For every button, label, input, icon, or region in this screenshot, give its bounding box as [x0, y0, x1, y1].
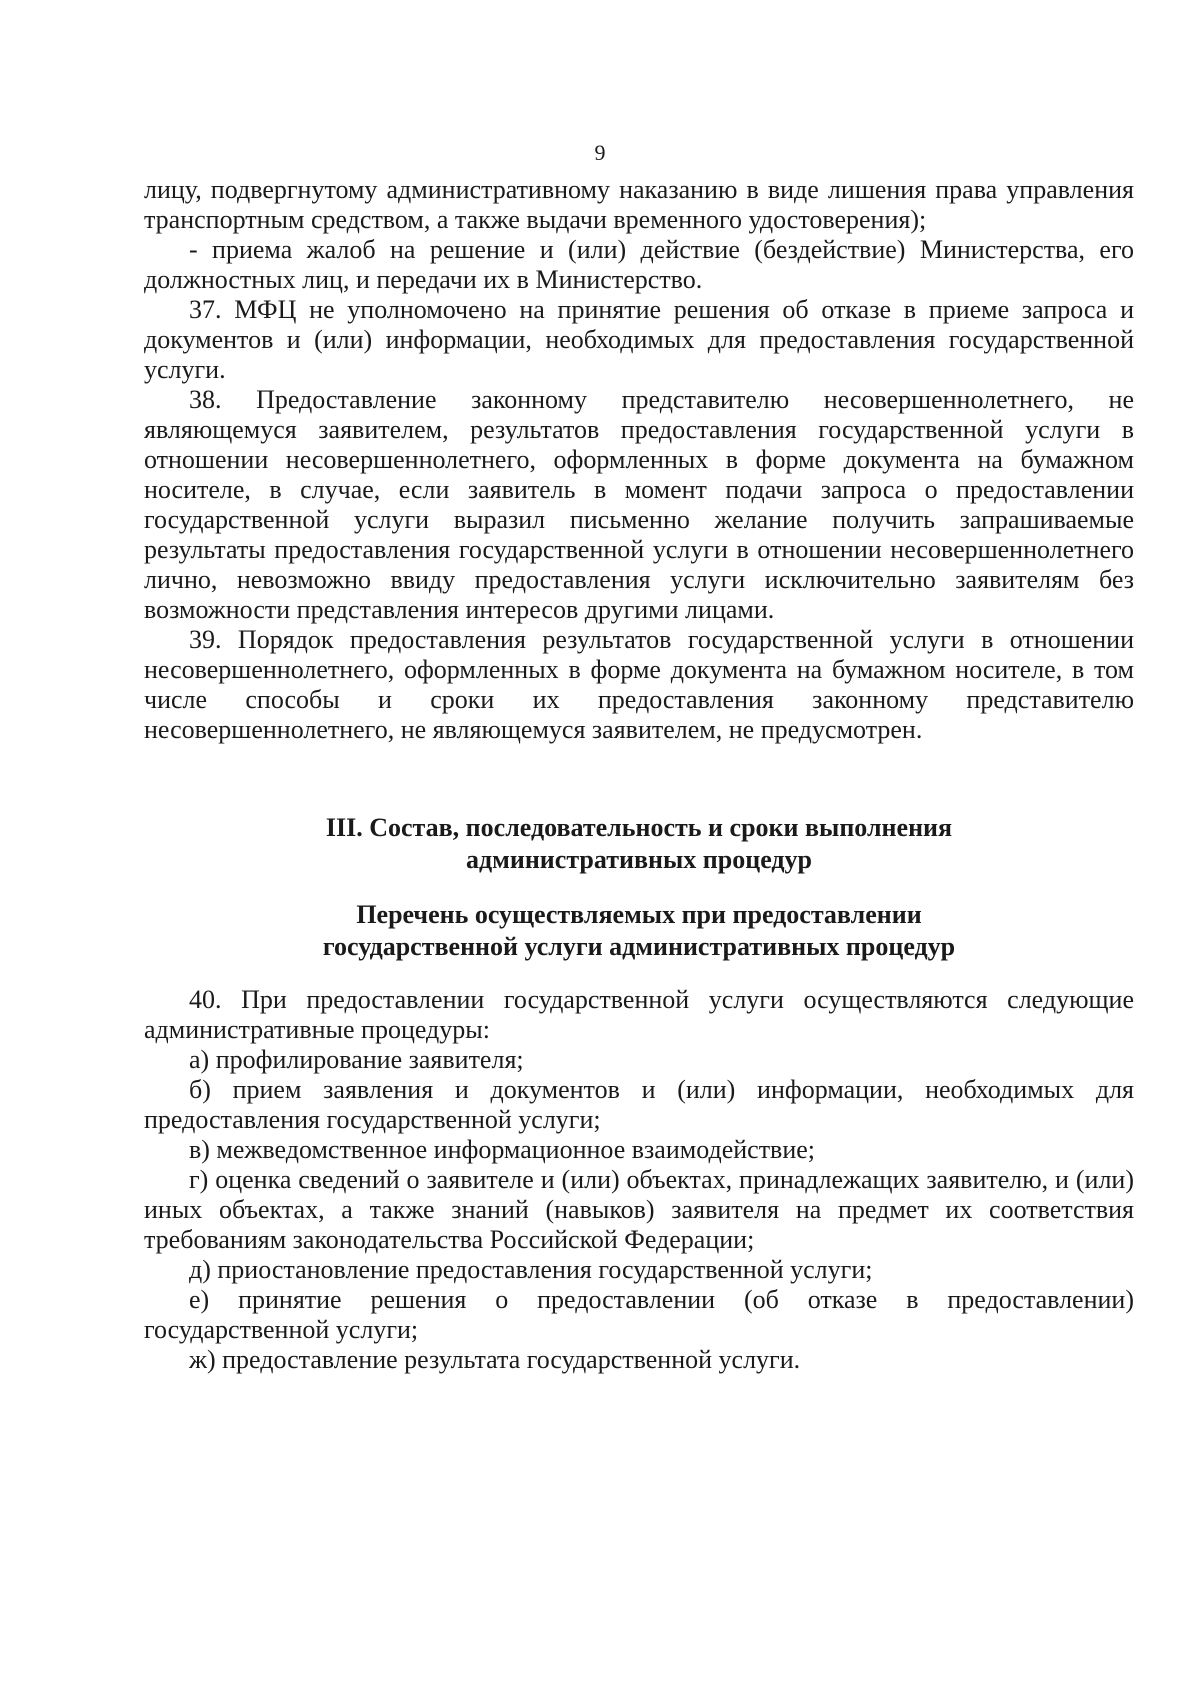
page-number: 9: [594, 140, 606, 165]
subsection-heading: [144, 899, 1134, 963]
list-item: д) приостановление предоставления государственной услуги;: [189, 1255, 873, 1284]
subsection-heading-line-2: государственной услуги административных процедур: [322, 932, 956, 961]
list-item: а) профилирование заявителя;: [189, 1045, 524, 1074]
list-item: ж) предоставление результата государственной услуги.: [189, 1345, 801, 1374]
body-text-bottom: [144, 985, 1134, 1375]
subsection-heading-line-1: Перечень осуществляемых при предоставлении: [356, 900, 922, 929]
list-item: г) оценка сведений о заявителе и (или) объектах, принадлежащих заявителю, и (или) иных объектах, а также знаний (навыков) заявителя на предмет их соответствия требованиям законодательства Российской Федерации;: [144, 1165, 1134, 1254]
section-heading-line-1: III. Состав, последовательность и сроки выполнения: [325, 813, 953, 842]
list-item: б) прием заявления и документов и (или) информации, необходимых для предоставления государственной услуги;: [144, 1075, 1134, 1134]
paragraph-40: 40. При предоставлении государственной услуги осуществляются следующие административные процедуры:: [144, 985, 1134, 1044]
list-item: е) принятие решения о предоставлении (об отказе в предоставлении) государственной услуги;: [144, 1285, 1134, 1344]
paragraph-39: 39. Порядок предоставления результатов государственной услуги в отношении несовершеннолетнего, оформленных в форме документа на бумажном носителе, в том числе способы и сроки их предоставления законному представителю несовершеннолетнего, не являющемуся заявителем, не предусмотрен.: [144, 625, 1134, 744]
paragraph-38: 38. Предоставление законному представителю несовершеннолетнего, не являющемуся заявителем, результатов предоставления государственной услуги в отношении несовершеннолетнего, оформленных в форме документа на бумажном носителе, в случае, если заявитель в момент подачи запроса о предоставлении государственной услуги выразил письменно желание получить запрашиваемые результаты предоставления государственной услуги в отношении несовершеннолетнего лично, невозможно ввиду предоставления услуги исключительно заявителям без возможности представления интересов другими лицами.: [144, 385, 1134, 624]
paragraph-complaints: - приема жалоб на решение и (или) действие (бездействие) Министерства, его должностных лиц, и передачи их в Министерство.: [144, 235, 1134, 294]
section-heading: [144, 812, 1134, 876]
paragraph-continuation: лицу, подвергнутому административному наказанию в виде лишения права управления транспортным средством, а также выдачи временного удостоверения);: [144, 175, 1134, 234]
paragraph-37: 37. МФЦ не уполномочено на принятие решения об отказе в приеме запроса и документов и (или) информации, необходимых для предоставления государственной услуги.: [144, 295, 1134, 384]
section-heading-line-2: административных процедур: [465, 845, 813, 874]
list-item: в) межведомственное информационное взаимодействие;: [189, 1135, 816, 1164]
body-text-top: [144, 175, 1134, 745]
